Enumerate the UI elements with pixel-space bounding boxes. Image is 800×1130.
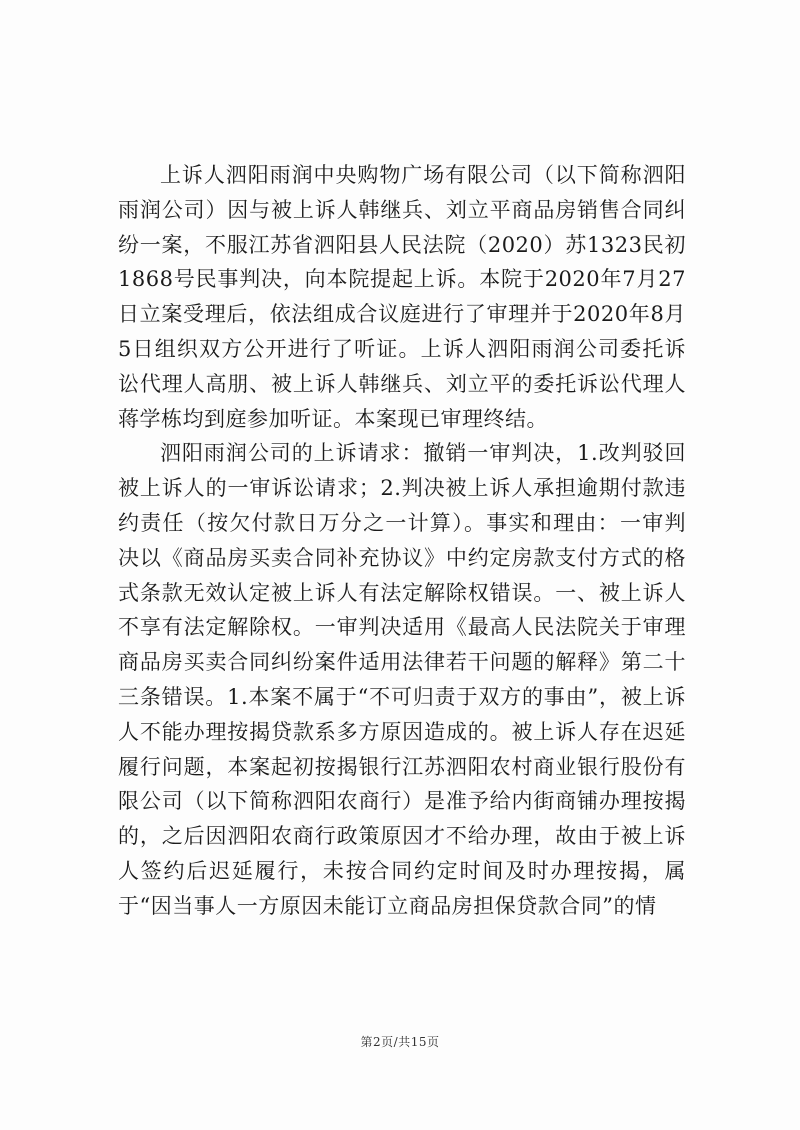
page-footer: 第2页/共15页 <box>360 1035 440 1049</box>
document-body <box>118 158 686 924</box>
paragraph-2: 泗阳雨润公司的上诉请求：撤销一审判决，1.改判驳回被上诉人的一审诉讼请求；2.判决被上诉人承担逾期付款违约责任（按欠付款日万分之一计算）。事实和理由：一审判决以《商品房买卖合同补充协议》中约定房款支付方式的格式条款无效认定被上诉人有法定解除权错误。一、被上诉人不享有法定解除权。一审判决适用《最高人民法院关于审理商品房买卖合同纠纷案件适用法律若干问题的解释》第二十三条错误。1.本案不属于“不可归责于双方的事由”，被上诉人不能办理按揭贷款系多方原因造成的。被上诉人存在迟延履行问题，本案起初按揭银行江苏泗阳农村商业银行股份有限公司（以下简称泗阳农商行）是准予给内街商铺办理按揭的，之后因泗阳农商行政策原因才不给办理，故由于被上诉人签约后迟延履行，未按合同约定时间及时办理按揭，属于“因当事人一方原因未能订立商品房担保贷款合同”的情 <box>118 441 686 918</box>
paragraph-1: 上诉人泗阳雨润中央购物广场有限公司（以下简称泗阳雨润公司）因与被上诉人韩继兵、刘立平商品房销售合同纠纷一案，不服江苏省泗阳县人民法院（2020）苏1323民初1868号民事判决，向本院提起上诉。本院于2020年7月27日立案受理后，依法组成合议庭进行了审理并于2020年8月5日组织双方公开进行了听证。上诉人泗阳雨润公司委托诉讼代理人高朋、被上诉人韩继兵、刘立平的委托诉讼代理人蒋学栋均到庭参加听证。本案现已审理终结。 <box>118 163 686 431</box>
